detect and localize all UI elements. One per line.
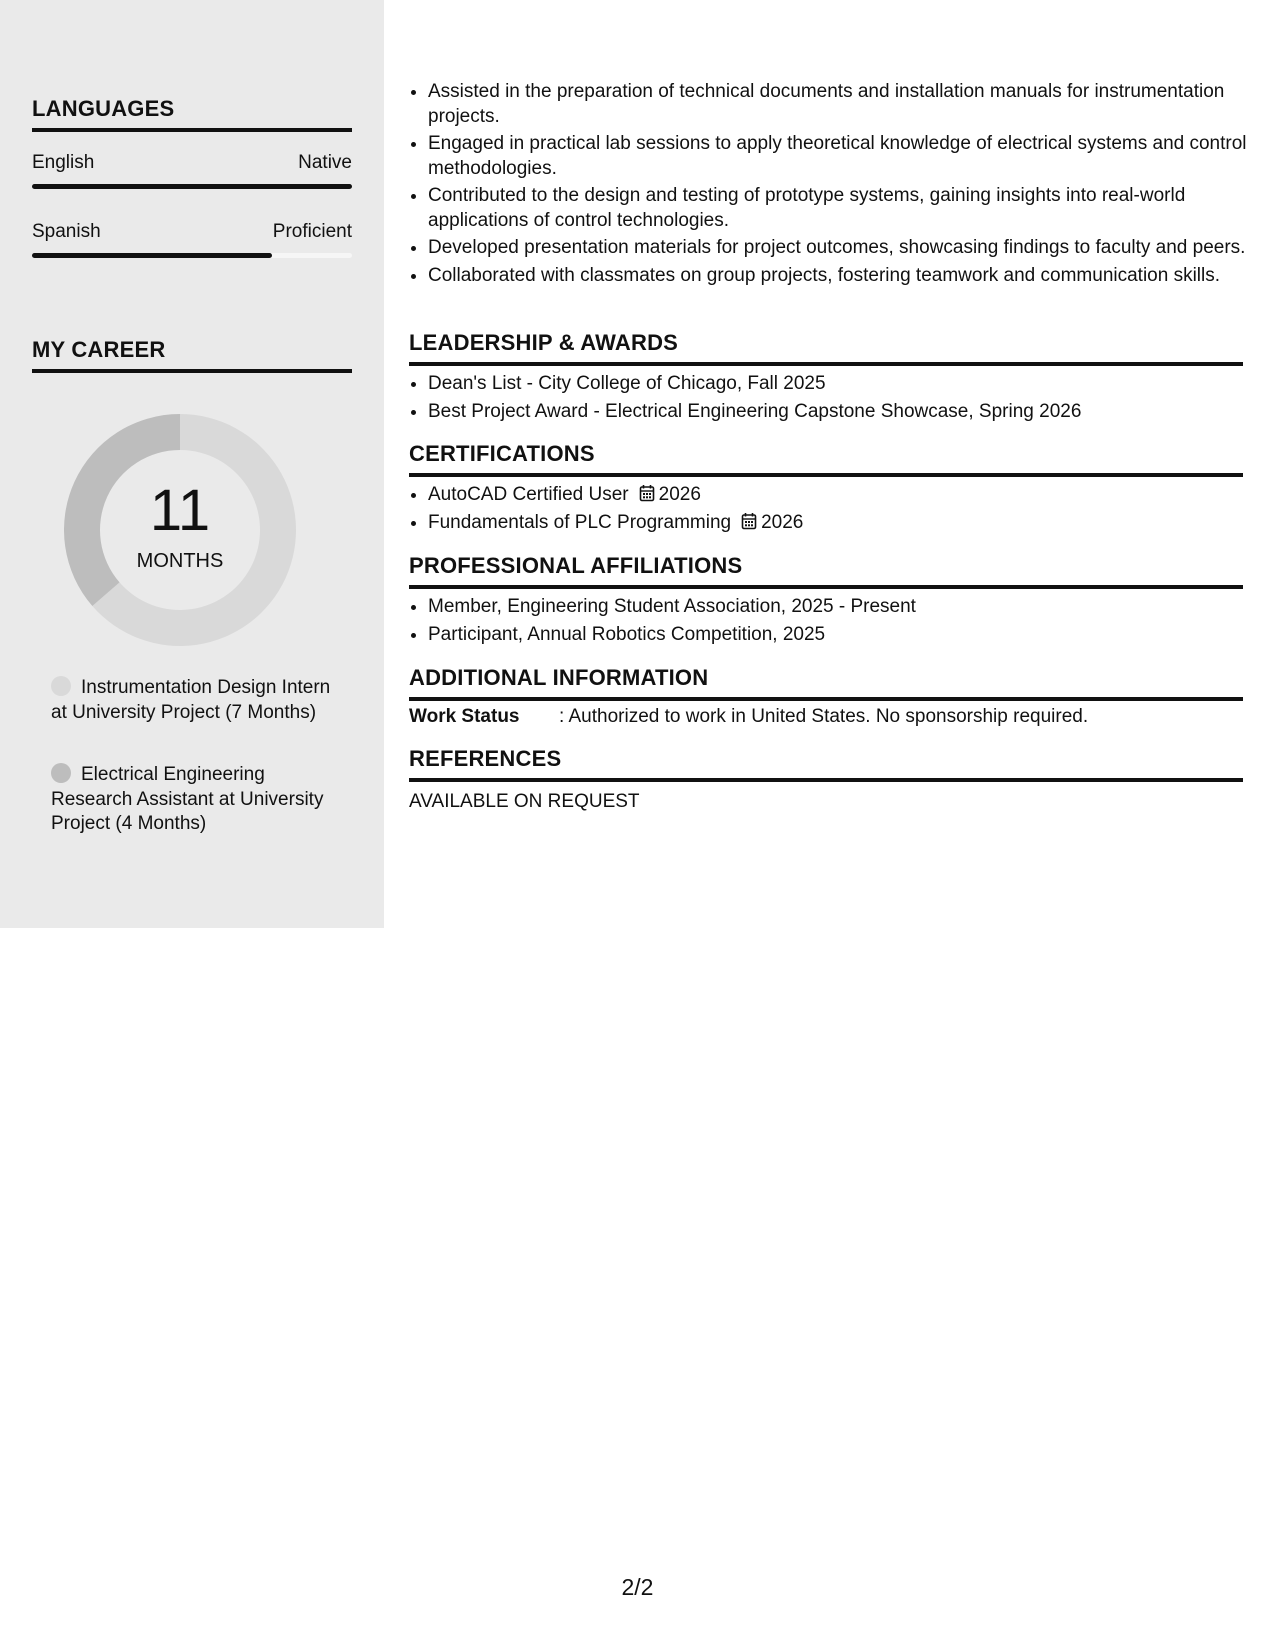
language-level: Proficient (272, 221, 352, 242)
legend-label: Electrical Engineering Research Assistant at University Project (4 Months) (51, 764, 324, 834)
languages-heading: LANGUAGES (32, 96, 352, 132)
legend-color-dot (51, 676, 71, 696)
additional-info-heading: ADDITIONAL INFORMATION (409, 665, 1243, 701)
list-item: • Developed presentation materials for project outcomes, showcasing findings to faculty and peers. (428, 236, 1262, 261)
career-donut-chart (64, 414, 296, 646)
certifications-list (409, 483, 1262, 538)
career-total-number: 11 (149, 478, 211, 543)
leadership-list (409, 372, 1262, 427)
certifications-heading: CERTIFICATIONS (409, 441, 1243, 477)
calendar-icon (639, 484, 655, 502)
certification-name: Fundamentals of PLC Programming (428, 511, 732, 533)
page-number: 2/2 (621, 1574, 654, 1600)
affiliations-list (409, 595, 1262, 650)
list-item: • Participant, Annual Robotics Competition, 2025 (428, 623, 1262, 648)
references-text: AVAILABLE ON REQUEST (409, 791, 640, 812)
work-status-row (409, 706, 1243, 728)
certification-name: AutoCAD Certified User (428, 484, 629, 505)
career-total-unit: MONTHS (136, 550, 224, 572)
work-status-label: Work Status (409, 706, 520, 727)
language-bar-spanish (32, 253, 352, 258)
work-status-value: : Authorized to work in United States. No sponsorship required. (559, 706, 1089, 727)
affiliations-heading: PROFESSIONAL AFFILIATIONS (409, 553, 1243, 589)
list-item (428, 483, 1262, 508)
language-bar-fill (32, 184, 352, 189)
language-bar-fill (32, 253, 272, 258)
language-name: English (32, 152, 95, 173)
list-item (428, 511, 1262, 536)
list-item: • Contributed to the design and testing of prototype systems, gaining insights into real-world applications of control technologies. (428, 184, 1262, 233)
references-heading: REFERENCES (409, 746, 1243, 782)
language-bar-english (32, 184, 352, 189)
list-item: • Engaged in practical lab sessions to apply theoretical knowledge of electrical systems and control methodologies. (428, 132, 1262, 181)
list-item: • Assisted in the preparation of technical documents and installation manuals for instrumentation projects. (428, 80, 1262, 129)
leadership-heading: LEADERSHIP & AWARDS (409, 330, 1243, 366)
career-heading: MY CAREER (32, 337, 352, 373)
language-name: Spanish (32, 221, 101, 242)
experience-bullet-list (409, 80, 1262, 291)
list-item: • Collaborated with classmates on group projects, fostering teamwork and communication skills. (428, 264, 1262, 289)
language-row-spanish (32, 221, 352, 243)
certification-year: 2026 (761, 511, 804, 533)
language-row-english (32, 152, 352, 174)
list-item: • Dean's List - City College of Chicago, Fall 2025 (428, 372, 1262, 397)
certification-year: 2026 (658, 484, 701, 505)
legend-label: Instrumentation Design Intern at University Project (7 Months) (51, 677, 331, 723)
language-level: Native (298, 152, 352, 173)
sidebar (0, 0, 384, 928)
calendar-icon (741, 512, 757, 530)
legend-color-dot (51, 763, 71, 783)
list-item: • Best Project Award - Electrical Engineering Capstone Showcase, Spring 2026 (428, 400, 1262, 425)
career-legend-item (51, 763, 331, 837)
career-legend-item (51, 676, 331, 725)
list-item: • Member, Engineering Student Association, 2025 - Present (428, 595, 1262, 620)
